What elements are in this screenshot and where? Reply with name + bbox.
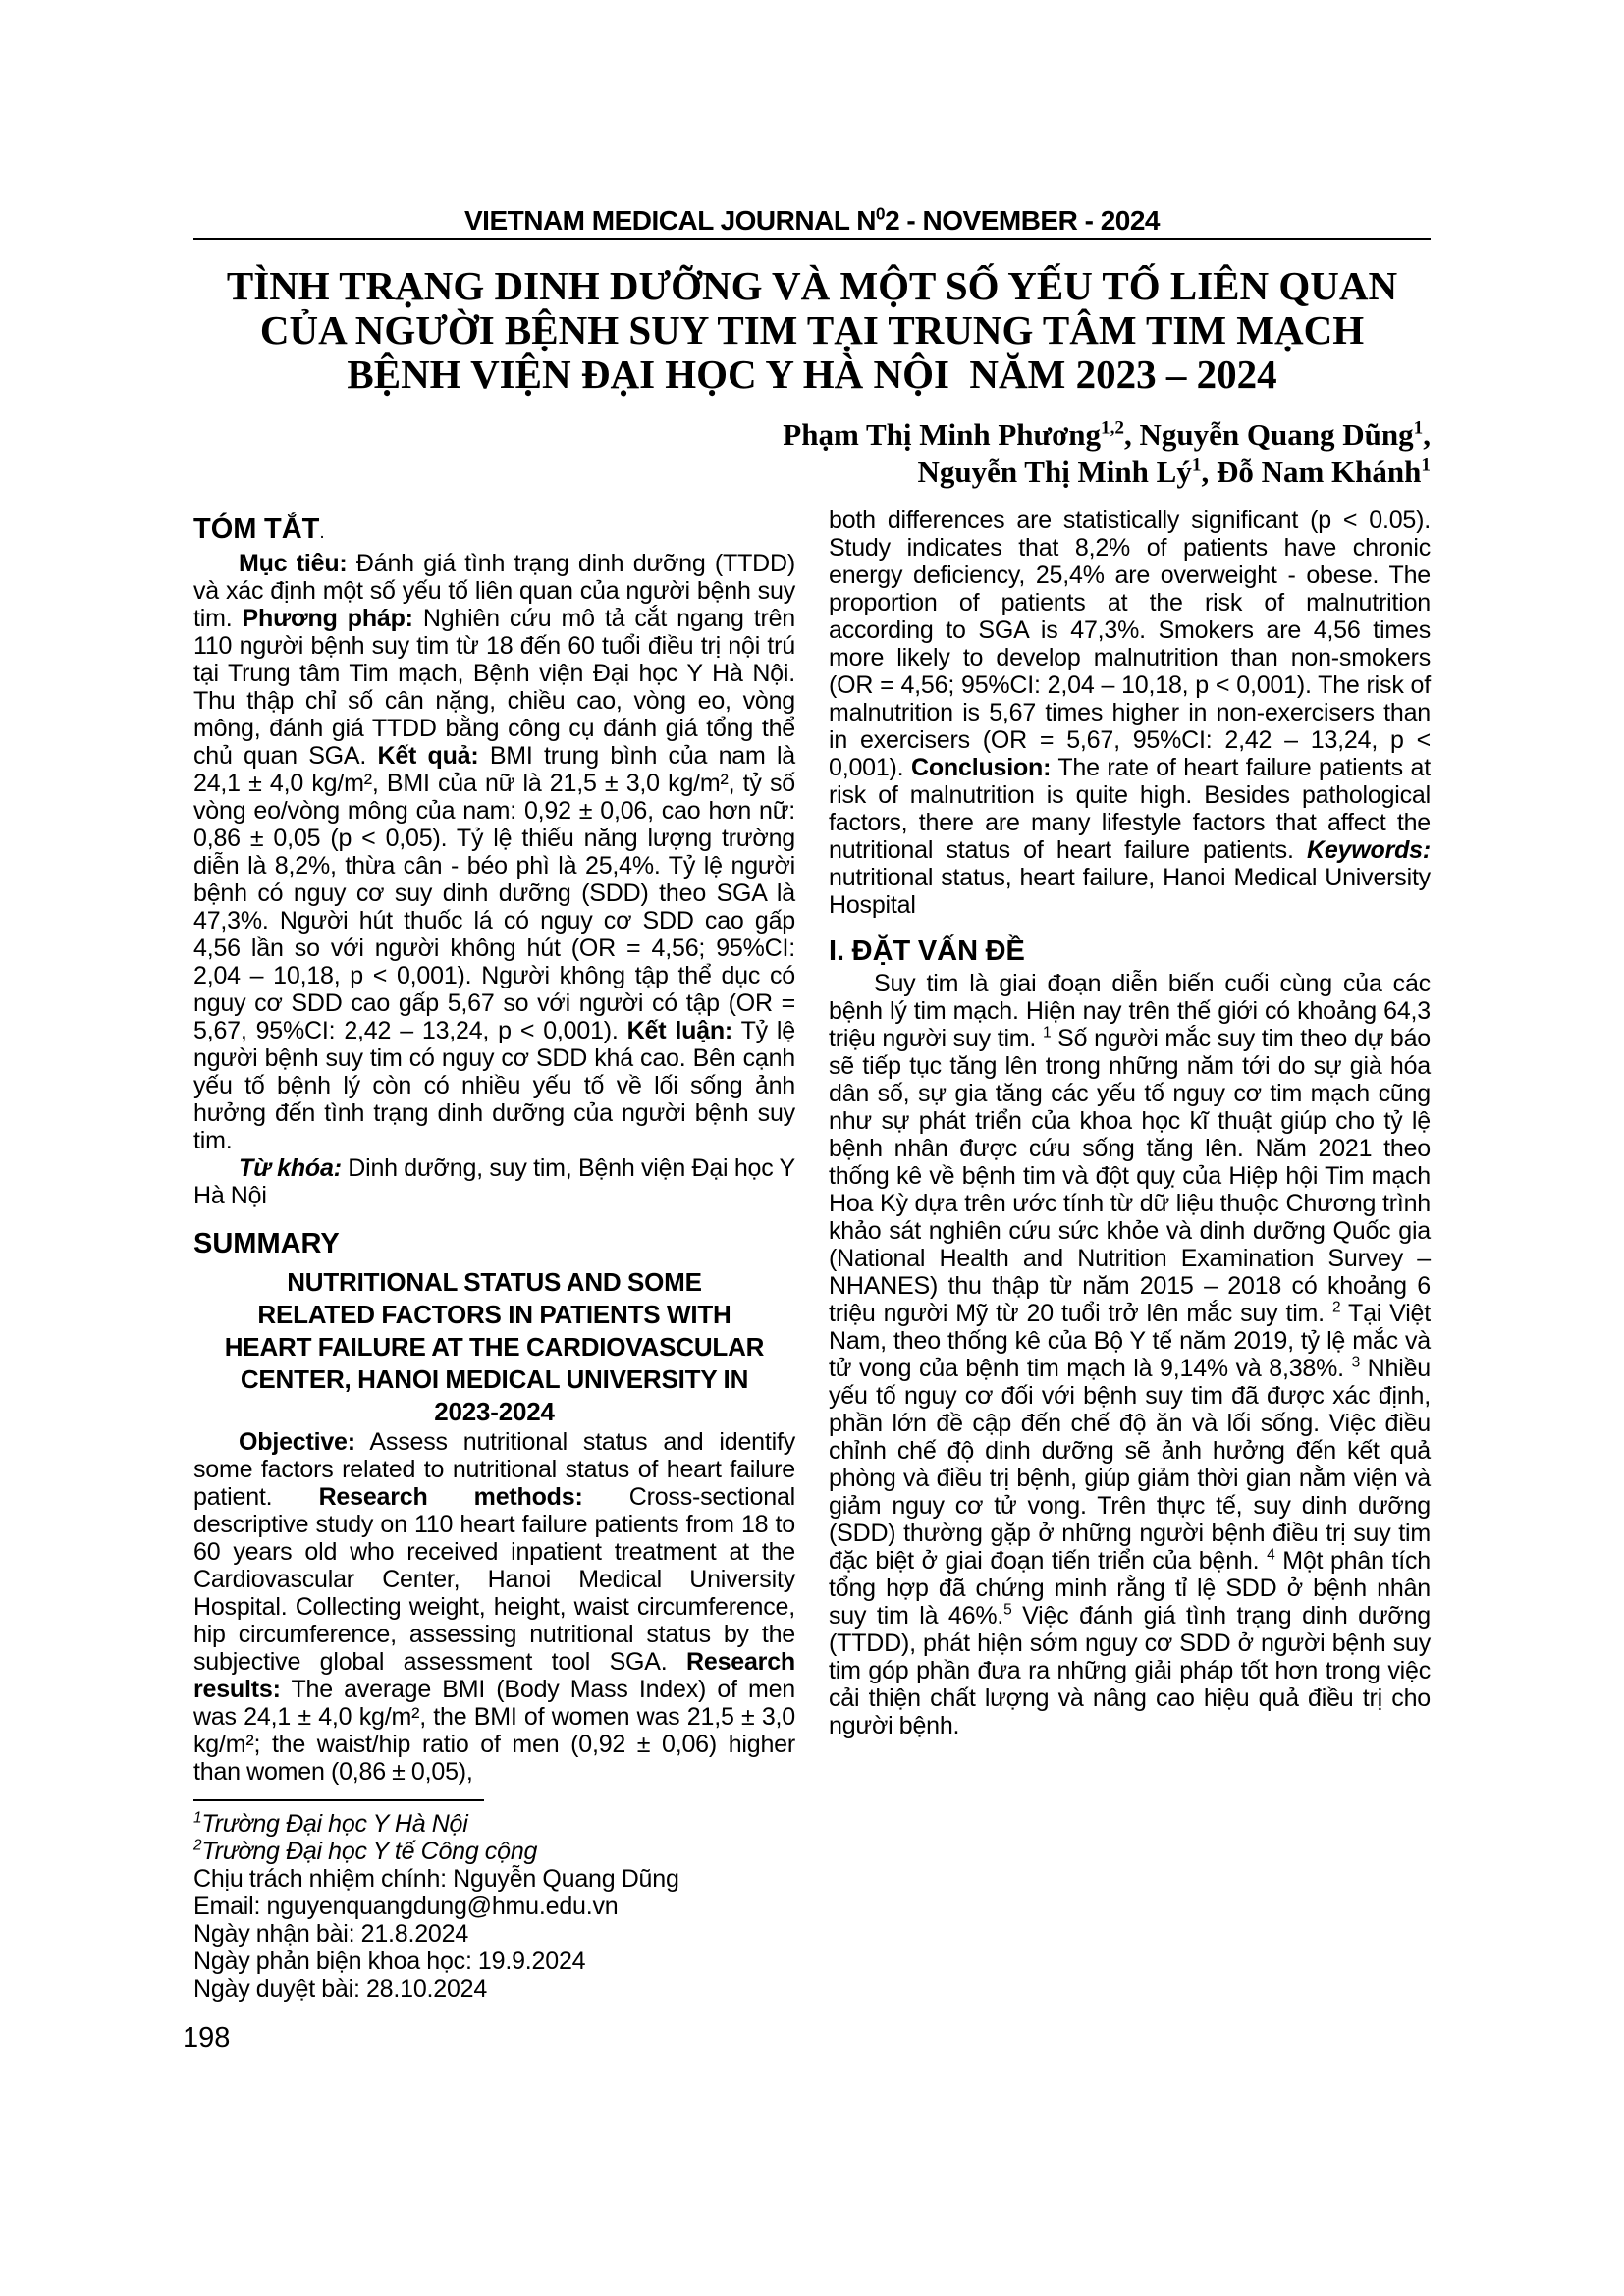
summary-title-line: CENTER, HANOI MEDICAL UNIVERSITY IN [240,1364,749,1394]
abstract-heading-dot: . [319,522,325,543]
article-title [193,264,1431,397]
abstract-keywords: Từ khóa: Dinh dưỡng, suy tim, Bệnh viện Đại học Y Hà Nội [193,1154,795,1209]
summary-title-line: 2023-2024 [434,1397,555,1426]
author-affiliation-superscript: 1 [1421,454,1431,476]
authors-block [193,416,1431,491]
abstract-heading: TÓM TẮT. [193,513,325,545]
reference-4: 4 [1267,1546,1275,1564]
reference-2: 2 [1331,1299,1341,1316]
summary-results-label: Research results: [193,1648,795,1703]
summary-title [193,1266,795,1428]
journal-header-text-2: 2 - NOVEMBER - 2024 [885,205,1160,236]
abstract-conclusion-label: Kết luận: [626,1017,733,1044]
introduction-paragraph: Suy tim là giai đoạn diễn biến cuối cùng của các bệnh lý tim mạch. Hiện nay trên thế giới có khoảng 64,3 triệu người suy tim. $^1$ Số người mắc suy tim theo dự báo sẽ tiếp tục tăng lên trong những năm tới do sự già hóa dân số, sự gia tăng các yếu tố nguy cơ tim mạch cũng như sự phát triển của khoa học kĩ thuật giúp cho tỷ lệ bệnh nhân được cứu sống tăng lên. Năm 2021 theo thống kê về bệnh tim và đột quỵ của Hiệp hội Tim mạch Hoa Kỳ dựa trên ước tính từ dữ liệu thuộc Chương trình khảo sát nghiên cứu sức khỏe và dinh dưỡng Quốc gia (National Health and Nutrition Examination Survey – NHANES) thu thập từ năm 2015 – 2018 có khoảng 6 triệu người Mỹ từ 20 tuổi trở lên mắc suy tim. $^2$ Tại Việt Nam, theo thống kê của Bộ Y tế năm 2019, tỷ lệ mắc và tử vong của bệnh tim mạch là 9,14% và 8,38%. $^3$ Nhiều yếu tố nguy cơ đối với bệnh suy tim đã được xác định, phần lớn đề cập đến chế độ ăn và lối sống. Việc điều chỉnh chế độ dinh dưỡng sẽ ảnh hưởng đến kết quả phòng và điều trị bệnh, giúp giảm thời gian nằm viện và giảm nguy cơ tử vong. Trên thực tế, suy dinh dưỡng (SDD) thường gặp ở những người bệnh điều trị suy tim đặc biệt ở giai đoạn tiến triển của bệnh. $^4$ Một phân tích tổng hợp đã chứng minh rằng tỉ lệ SDD ở bệnh nhân suy tim là 46%.$^5$ Việc đánh giá tình trạng dinh dưỡng (TTDD), phát hiện sớm nguy cơ SDD ở người bệnh suy tim góp phần đưa ra những giải pháp tốt hơn trong việc cải thiện chất lượng và nâng cao hiệu quả điều trị cho người bệnh. [829,970,1432,1739]
date-reviewed: Ngày phản biện khoa học: 19.9.2024 [193,1948,586,1975]
corresponding-email: Email: nguyenquangdung@hmu.edu.vn [193,1893,619,1920]
affiliation-1: $^1$Trường Đại học Y Hà Nội [193,1809,468,1838]
abstract-methods-label: Phương pháp: [242,605,413,632]
journal-header [193,205,1431,237]
page-number: 198 [183,2022,231,2054]
date-received: Ngày nhận bài: 21.8.2024 [193,1920,469,1948]
abstract-results-label: Kết quả: [377,742,479,770]
left-column [193,512,795,2002]
summary-continuation-paragraph: both differences are statistically significant (p < 0.05). Study indicates that 8,2% of patients have chronic energy deficiency, 25,4% are overweight - obese. The proportion of patients at the risk of malnutrition according to SGA is 47,3%. Smokers are 4,56 times more likely to develop malnutrition than non-smokers (OR = 4,56; 95%CI: 2,04 – 10,18, p < 0,001). The risk of malnutrition is 5,67 times higher in non-exercisers than in exercisers (OR = 5,67, 95%CI: 2,42 – 13,24, p < 0,001). Conclusion: The rate of heart failure patients at risk of malnutrition is quite high. Besides pathological factors, there are many lifestyle factors that affect the nutritional status of heart failure patients. Keywords: nutritional status, heart failure, Hanoi Medical University Hospital [829,507,1431,919]
author-affiliation-superscript: 1 [1191,454,1202,476]
summary-heading: SUMMARY [193,1228,340,1259]
right-column [829,507,1431,1739]
authors-line-2: Nguyễn Thị Minh $Lý^1$, Đỗ Nam Khánh$^1$ [917,454,1431,489]
footnote-divider-rule [193,1799,484,1801]
summary-title-line: HEART FAILURE AT THE CARDIOVASCULAR [224,1332,765,1362]
journal-header-text: VIETNAM MEDICAL JOURNAL N [463,205,876,236]
abstract-paragraph: Mục tiêu: Đánh giá tình trạng dinh dưỡng (TTDD) và xác định một số yếu tố liên quan của người bệnh suy tim. Phương pháp: Nghiên cứu mô tả cắt ngang trên 110 người bệnh suy tim từ 18 đến 60 tuổi điều trị nội trú tại Trung tâm Tim mạch, Bệnh viện Đại học Y Hà Nội. Thu thập chỉ số cân nặng, chiều cao, vòng eo, vòng mông, đánh giá TTDD bằng công cụ đánh giá tổng thể chủ quan SGA. Kết quả: BMI trung bình của nam là 24,1 ± 4,0 kg/m², BMI của nữ là 21,5 ± 3,0 kg/m², tỷ số vòng eo/vòng mông của nam: 0,92 ± 0,06, cao hơn nữ: 0,86 ± 0,05 (p < 0,05). Tỷ lệ thiếu năng lượng trường diễn là 8,2%, thừa cân - béo phì là 25,4%. Tỷ lệ người bệnh có nguy cơ suy dinh dưỡng (SDD) theo SGA là 47,3%. Người hút thuốc lá có nguy cơ SDD cao gấp 4,56 lần so với người không hút (OR = 4,56; 95%CI: 2,04 – 10,18, p < 0,001). Người không tập thể dục có nguy cơ SDD cao gấp 5,67 so với người có tập (OR = 5,67, 95%CI: 2,42 – 13,24, p < 0,001). Kết luận: Tỷ lệ người bệnh suy tim có nguy cơ SDD khá cao. Bên cạnh yếu tố bệnh lý còn có nhiều yếu tố về lối sống ảnh hưởng đến tình trạng dinh dưỡng của người bệnh suy tim. [193,550,796,1154]
summary-title-line: RELATED FACTORS IN PATIENTS WITH [257,1300,731,1329]
journal-header-superscript: 0 [875,203,886,224]
summary-conclusion-label: Conclusion: [911,754,1052,781]
reference-5: 5 [1003,1601,1012,1619]
reference-3: 3 [1351,1354,1360,1371]
summary-title-line: NUTRITIONAL STATUS AND SOME [287,1267,702,1297]
authors-line-1: Phạm Thị Minh Phương$^{1,2}$, Nguyễn Quang Dũng$^1$, [783,417,1431,452]
reference-1: 1 [1042,1024,1052,1041]
abstract-objective-label: Mục tiêu: [239,550,348,577]
article-title-line-3: BỆNH VIỆN ĐẠI HỌC Y HÀ NỘI NĂM 2023 – 2024 [347,351,1277,397]
footnote-block [193,1799,795,2002]
header-divider-rule [193,238,1431,240]
author-affiliation-superscript: 1 [1413,417,1424,439]
date-accepted: Ngày duyệt bài: 28.10.2024 [193,1975,488,2002]
article-title-line-1: TÌNH TRẠNG DINH DƯỠNG VÀ MỘT SỐ YẾU TỐ LIÊN QUAN [226,263,1398,308]
summary-objective-label: Objective: [239,1428,355,1456]
affiliation-2: $^2$Trường Đại học Y tế Công cộng [193,1837,538,1865]
summary-methods-label: Research methods: [318,1483,583,1511]
keywords-label-vi: Từ khóa: [239,1154,342,1182]
corresponding-author: Chịu trách nhiệm chính: Nguyễn Quang Dũng [193,1865,679,1893]
article-title-line-2: CỦA NGƯỜI BỆNH SUY TIM TẠI TRUNG TÂM TIM MẠCH [259,307,1365,352]
keywords-label-en: Keywords: [1306,836,1431,864]
introduction-heading: I. ĐẶT VẤN ĐỀ [829,935,1025,967]
author-affiliation-superscript: 1,2 [1101,417,1125,439]
summary-paragraph: Objective: Assess nutritional status and identify some factors related to nutritional status of heart failure patient. Research methods: Cross-sectional descriptive study on 110 heart failure patients from 18 to 60 years old who received inpatient treatment at the Cardiovascular Center, Hanoi Medical University Hospital. Collecting weight, height, waist circumference, hip circumference, assessing nutritional status by the subjective global assessment tool SGA. Research results: The average BMI (Body Mass Index) of men was 24,1 ± 4,0 kg/m², the BMI of women was 21,5 ± 3,0 kg/m²; the waist/hip ratio of men (0,92 ± 0,06) higher than women (0,86 ± 0,05), [193,1428,795,1786]
